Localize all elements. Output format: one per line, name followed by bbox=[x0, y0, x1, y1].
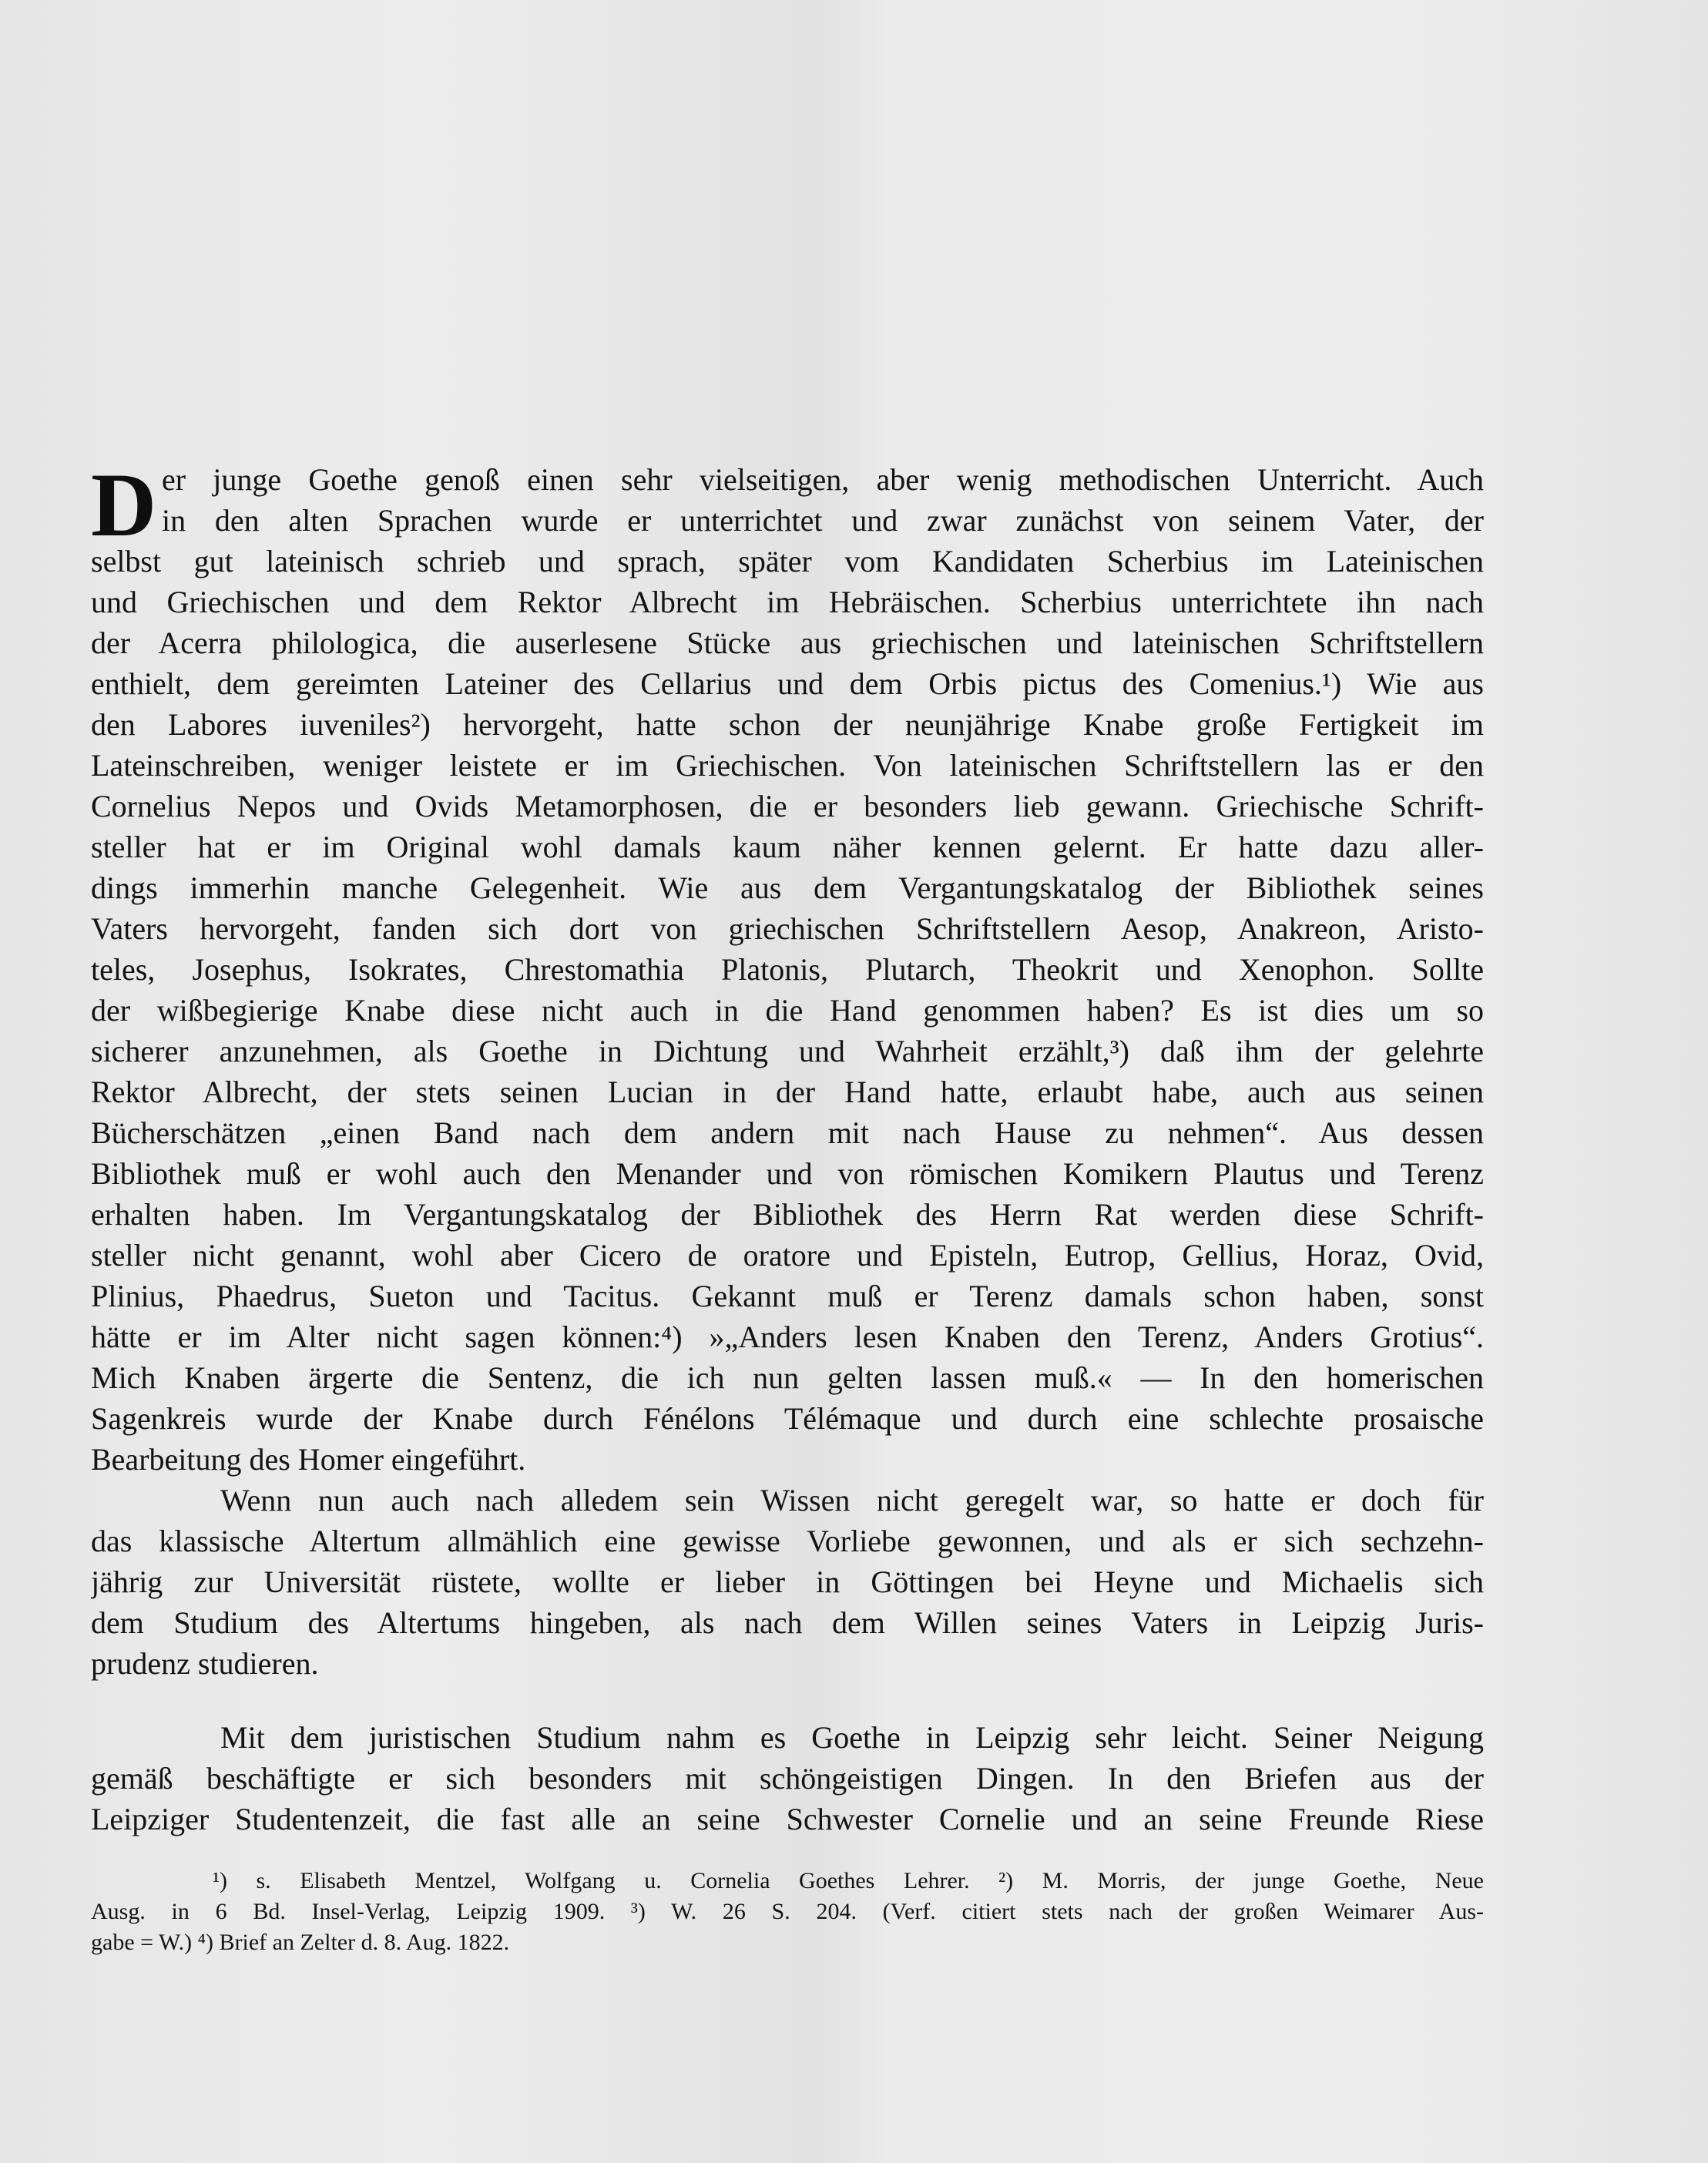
footnote-line: ¹) s. Elisabeth Mentzel, Wolfgang u. Cornelia Goethes Lehrer. ²) M. Morris, der junge Goethe, Neue bbox=[213, 1868, 1484, 1893]
text-line: dings immerhin manche Gelegenheit. Wie aus dem Vergantungskatalog der Bibliothek seines bbox=[91, 870, 1484, 905]
text-line: Mich Knaben ärgerte die Sentenz, die ich nun gelten lassen muß.« — In den homerischen bbox=[91, 1360, 1484, 1395]
text-line: hätte er im Alter nicht sagen können:⁴) »„Anders lesen Knaben den Terenz, Anders Grotius“. bbox=[91, 1320, 1484, 1354]
text-line: prudenz studieren. bbox=[91, 1646, 319, 1681]
paragraph-2 bbox=[91, 1480, 1484, 1684]
paragraph-3 bbox=[91, 1717, 1484, 1839]
text-line: Rektor Albrecht, der stets seinen Lucian in der Hand hatte, erlaubt habe, auch aus seinen bbox=[91, 1075, 1484, 1109]
text-line: selbst gut lateinisch schrieb und sprach, später vom Kandidaten Scherbius im Lateinischen bbox=[91, 544, 1484, 578]
footnote-line: Ausg. in 6 Bd. Insel-Verlag, Leipzig 1909. ³) W. 26 S. 204. (Verf. citiert stets nach der großen Weimarer Aus- bbox=[91, 1899, 1484, 1924]
text-line: Plinius, Phaedrus, Sueton und Tacitus. Gekannt muß er Terenz damals schon haben, sonst bbox=[91, 1279, 1484, 1313]
text-line: Lateinschreiben, weniger leistete er im Griechischen. Von lateinischen Schriftstellern las er den bbox=[91, 748, 1484, 783]
text-line: den Labores iuveniles²) hervorgeht, hatte schon der neunjährige Knabe große Fertigkeit im bbox=[91, 707, 1484, 742]
text-line: Wenn nun auch nach alledem sein Wissen nicht geregelt war, so hatte er doch für bbox=[220, 1483, 1484, 1517]
text-line: das klassische Altertum allmählich eine gewisse Vorliebe gewonnen, und als er sich sechzehn- bbox=[91, 1524, 1484, 1558]
text-line: Bearbeitung des Homer eingeführt. bbox=[91, 1442, 526, 1477]
text-line: Sagenkreis wurde der Knabe durch Fénélons Télémaque und durch eine schlechte prosaische bbox=[91, 1401, 1484, 1436]
text-line: und Griechischen und dem Rektor Albrecht im Hebräischen. Scherbius unterrichtete ihn nach bbox=[91, 585, 1484, 619]
text-line: der Acerra philologica, die auserlesene Stücke aus griechischen und lateinischen Schriftstellern bbox=[91, 625, 1484, 660]
footnote-line: gabe = W.) ⁴) Brief an Zelter d. 8. Aug. 1822. bbox=[91, 1930, 510, 1955]
text-line: teles, Josephus, Isokrates, Chrestomathia Platonis, Plutarch, Theokrit und Xenophon. Sollte bbox=[91, 952, 1484, 987]
text-line: Vaters hervorgeht, fanden sich dort von griechischen Schriftstellern Aesop, Anakreon, Aristo- bbox=[91, 911, 1484, 946]
text-line: steller nicht genannt, wohl aber Cicero de oratore und Episteln, Eutrop, Gellius, Horaz, Ovid, bbox=[91, 1238, 1484, 1273]
text-line: Bücherschätzen „einen Band nach dem andern mit nach Hause zu nehmen“. Aus dessen bbox=[91, 1115, 1484, 1150]
text-line: jährig zur Universität rüstete, wollte er lieber in Göttingen bei Heyne und Michaelis sich bbox=[91, 1564, 1484, 1599]
footnotes bbox=[91, 1866, 1484, 1958]
text-line: sicherer anzunehmen, als Goethe in Dichtung und Wahrheit erzählt,³) daß ihm der gelehrte bbox=[91, 1034, 1484, 1068]
text-line: Bibliothek muß er wohl auch den Menander und von römischen Komikern Plautus und Terenz bbox=[91, 1156, 1484, 1191]
text-line: der wißbegierige Knabe diese nicht auch in die Hand genommen haben? Es ist dies um so bbox=[91, 993, 1484, 1028]
drop-cap: D bbox=[91, 454, 157, 555]
text-line: er junge Goethe genoß einen sehr vielseitigen, aber wenig methodischen Unterricht. Auch bbox=[162, 462, 1484, 497]
text-line: dem Studium des Altertums hingeben, als nach dem Willen seines Vaters in Leipzig Juris- bbox=[91, 1605, 1484, 1640]
text-line: Leipziger Studentenzeit, die fast alle an seine Schwester Cornelie und an seine Freunde Riese bbox=[91, 1802, 1484, 1836]
text-line: gemäß beschäftigte er sich besonders mit schöngeistigen Dingen. In den Briefen aus der bbox=[91, 1761, 1484, 1796]
paragraph-spacer bbox=[91, 1684, 1484, 1717]
main-text bbox=[91, 454, 1484, 1839]
text-line: steller hat er im Original wohl damals kaum näher kennen gelernt. Er hatte dazu aller- bbox=[91, 830, 1484, 864]
text-line: erhalten haben. Im Vergantungskatalog der Bibliothek des Herrn Rat werden diese Schrift- bbox=[91, 1197, 1484, 1232]
text-line: Mit dem juristischen Studium nahm es Goethe in Leipzig sehr leicht. Seiner Neigung bbox=[220, 1720, 1484, 1755]
text-line: in den alten Sprachen wurde er unterrichtet und zwar zunächst von seinem Vater, der bbox=[162, 503, 1484, 538]
text-line: enthielt, dem gereimten Lateiner des Cellarius und dem Orbis pictus des Comenius.¹) Wie aus bbox=[91, 666, 1484, 701]
paragraph-1 bbox=[91, 454, 1484, 1480]
text-line: Cornelius Nepos und Ovids Metamorphosen, die er besonders lieb gewann. Griechische Schrift- bbox=[91, 789, 1484, 823]
